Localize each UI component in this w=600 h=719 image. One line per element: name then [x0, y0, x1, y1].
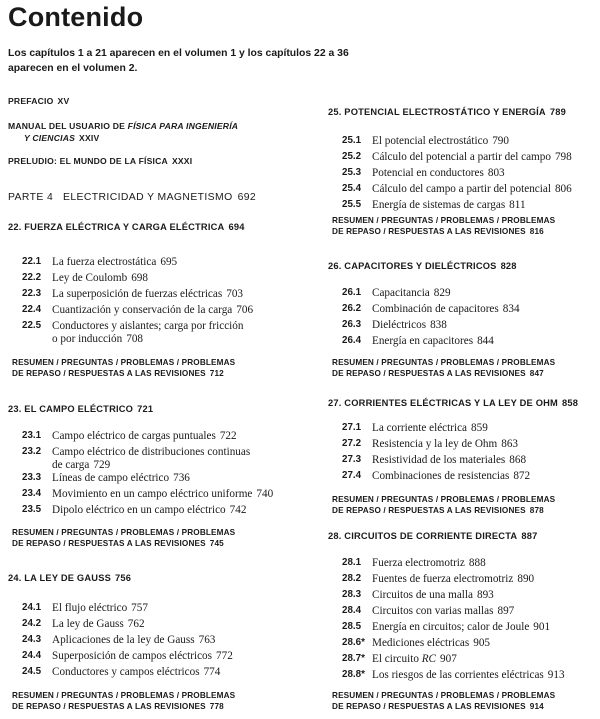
section-title: Líneas de campo eléctrico 736	[52, 472, 190, 484]
section-page: 806	[554, 183, 572, 195]
section-number: 27.2	[342, 438, 362, 449]
page-title: Contenido	[8, 2, 144, 32]
section-page: 844	[477, 335, 494, 347]
chapter-summary-entry[interactable]	[12, 527, 235, 549]
section-number: 24.4	[22, 650, 42, 661]
chapter-title: 23. EL CAMPO ELÉCTRICO	[8, 404, 134, 414]
section-page: 722	[219, 430, 237, 442]
chapter-title: 25. POTENCIAL ELECTROSTÁTICO Y ENERGÍA	[328, 107, 546, 117]
section-page: 736	[173, 472, 190, 484]
section-title: Combinación de capacitores 834	[372, 303, 520, 315]
chapter-heading[interactable]	[328, 107, 566, 117]
section-page: 742	[229, 504, 247, 516]
toc-prelude[interactable]	[8, 155, 192, 167]
section-page: 890	[517, 573, 535, 585]
manual-prefix: MANUAL DEL USUARIO DE	[8, 121, 128, 131]
section-entry[interactable]	[342, 453, 600, 466]
section-number: 26.1	[342, 287, 362, 298]
section-page: 905	[473, 637, 491, 649]
section-entry[interactable]	[342, 556, 600, 569]
part-label: PARTE 4 ELECTRICIDAD Y MAGNETISMO	[8, 192, 233, 203]
section-page: 762	[127, 618, 145, 630]
toc-manual[interactable]	[8, 120, 238, 144]
chapter-heading[interactable]	[328, 531, 537, 541]
section-entry[interactable]	[22, 633, 292, 646]
section-entry[interactable]	[342, 150, 600, 163]
section-number: 28.4	[342, 605, 362, 616]
part-page: 692	[237, 192, 257, 203]
section-number: 26.4	[342, 335, 362, 346]
section-page: 834	[502, 303, 520, 315]
chapter-page: 828	[500, 261, 517, 271]
chapter-heading[interactable]	[8, 573, 131, 583]
chapter-summary-entry[interactable]	[332, 215, 555, 237]
section-entry[interactable]	[342, 620, 600, 633]
section-entry[interactable]	[342, 286, 600, 299]
summary-line: DE REPASO / RESPUESTAS A LAS REVISIONES 712	[12, 369, 224, 378]
section-page: 888	[468, 557, 486, 569]
chapter-heading[interactable]	[328, 261, 517, 271]
section-page: 872	[513, 470, 531, 482]
summary-line: DE REPASO / RESPUESTAS A LAS REVISIONES 745	[12, 539, 224, 548]
section-number: 22.1	[22, 256, 42, 267]
chapter-summary-entry[interactable]	[12, 357, 235, 379]
section-entry[interactable]	[22, 487, 292, 500]
section-page: 907	[440, 653, 457, 665]
section-number: 25.2	[342, 151, 362, 162]
section-title: Potencial en conductores 803	[372, 167, 505, 179]
section-title: Conductores y aislantes; carga por fricción o por inducción 708	[52, 320, 244, 345]
section-number: 22.4	[22, 304, 42, 315]
section-title: Movimiento en un campo eléctrico uniforme 740	[52, 488, 274, 500]
summary-line: RESUMEN / PREGUNTAS / PROBLEMAS / PROBLEMAS	[332, 216, 556, 225]
section-entry[interactable]	[342, 302, 600, 315]
section-number: 22.3	[22, 288, 42, 299]
section-title: Capacitancia 829	[372, 287, 451, 299]
section-page: 740	[256, 488, 274, 500]
chapter-summary-entry[interactable]	[12, 690, 235, 712]
section-title: El circuito RC 907	[372, 653, 457, 665]
chapter-summary-entry[interactable]	[332, 494, 555, 516]
section-page: 695	[160, 256, 178, 268]
section-entry[interactable]	[22, 429, 292, 442]
section-page: 868	[509, 454, 527, 466]
section-page: 703	[226, 288, 243, 300]
section-number: 27.1	[342, 422, 362, 433]
section-title: Los riesgos de las corrientes eléctricas 913	[372, 669, 565, 681]
section-page: 706	[236, 304, 254, 316]
section-entry[interactable]	[22, 287, 292, 300]
summary-line: RESUMEN / PREGUNTAS / PROBLEMAS / PROBLEMAS	[12, 691, 236, 700]
section-title: El potencial electrostático 790	[372, 135, 509, 147]
prelude-page: XXXI	[171, 156, 193, 166]
manual-title-line2: Y CIENCIAS	[24, 133, 76, 143]
section-title: Fuentes de fuerza electromotriz 890	[372, 573, 535, 585]
section-entry[interactable]	[22, 503, 292, 516]
section-page: 811	[509, 199, 526, 211]
chapter-summary-entry[interactable]	[332, 690, 555, 712]
section-entry[interactable]	[342, 421, 600, 434]
section-number: 25.3	[342, 167, 362, 178]
chapter-summary-entry[interactable]	[332, 357, 555, 379]
summary-page: 914	[529, 702, 544, 711]
section-title: Aplicaciones de la ley de Gauss 763	[52, 634, 216, 646]
section-title: Cuantización y conservación de la carga 706	[52, 304, 254, 316]
section-title: La superposición de fuerzas eléctricas 703	[52, 288, 243, 300]
section-title: Resistividad de los materiales 868	[372, 454, 527, 466]
summary-page: 778	[209, 702, 224, 711]
section-page: 698	[131, 272, 148, 284]
section-page: 803	[487, 167, 505, 179]
prelude-label: PRELUDIO: EL MUNDO DE LA FÍSICA	[8, 156, 168, 166]
section-title: Conductores y campos eléctricos 774	[52, 666, 221, 678]
section-entry[interactable]	[342, 334, 600, 347]
section-entry[interactable]	[342, 604, 600, 617]
section-page: 729	[93, 459, 111, 471]
summary-page: 712	[209, 369, 224, 378]
section-page: 757	[131, 602, 148, 614]
section-title: La corriente eléctrica 859	[372, 422, 488, 434]
section-number: 22.2	[22, 272, 42, 283]
section-title: Superposición de campos eléctricos 772	[52, 650, 233, 662]
section-entry[interactable]	[22, 617, 292, 630]
section-title: Fuerza electromotriz 888	[372, 557, 486, 569]
section-number: 23.1	[22, 430, 42, 441]
section-number: 28.8*	[342, 669, 365, 680]
section-title: Ley de Coulomb 698	[52, 272, 148, 284]
section-title: El flujo eléctrico 757	[52, 602, 148, 614]
summary-page: 878	[529, 506, 544, 515]
section-number: 27.3	[342, 454, 362, 465]
section-title: Circuitos de una malla 893	[372, 589, 494, 601]
summary-line: RESUMEN / PREGUNTAS / PROBLEMAS / PROBLEMAS	[12, 528, 236, 537]
chapter-heading[interactable]	[8, 222, 245, 232]
section-number: 23.2	[22, 446, 42, 457]
section-title: Combinaciones de resistencias 872	[372, 470, 531, 482]
section-entry[interactable]	[342, 469, 600, 482]
section-number: 24.5	[22, 666, 42, 677]
section-page: 798	[554, 151, 572, 163]
preface-label: PREFACIO	[8, 96, 54, 106]
section-number: 28.7*	[342, 653, 365, 664]
section-page: 913	[547, 669, 565, 681]
summary-line: DE REPASO / RESPUESTAS A LAS REVISIONES 847	[332, 369, 544, 378]
chapter-page: 858	[562, 398, 579, 408]
section-number: 28.2	[342, 573, 362, 584]
chapter-title: 26. CAPACITORES Y DIELÉCTRICOS	[328, 261, 497, 271]
section-entry[interactable]	[22, 665, 292, 678]
chapter-page: 789	[549, 107, 566, 117]
section-number: 24.2	[22, 618, 42, 629]
section-number: 25.1	[342, 135, 362, 146]
section-page: 790	[492, 135, 509, 147]
summary-line: DE REPASO / RESPUESTAS A LAS REVISIONES 778	[12, 702, 224, 711]
summary-line: RESUMEN / PREGUNTAS / PROBLEMAS / PROBLEMAS	[12, 358, 236, 367]
section-number: 25.5	[342, 199, 362, 210]
section-page: 829	[433, 287, 451, 299]
section-number: 23.3	[22, 472, 42, 483]
section-page: 897	[497, 605, 515, 617]
section-title: Cálculo del campo a partir del potencial 806	[372, 183, 572, 195]
section-number: 26.2	[342, 303, 362, 314]
section-entry[interactable]	[342, 588, 600, 601]
section-page: 859	[471, 422, 488, 434]
chapter-page: 756	[115, 573, 132, 583]
toc-preface[interactable]	[8, 95, 69, 107]
section-entry[interactable]	[22, 319, 292, 345]
chapter-title: 22. FUERZA ELÉCTRICA Y CARGA ELÉCTRICA	[8, 222, 225, 232]
section-title: Energía de sistemas de cargas 811	[372, 199, 526, 211]
section-title: Campo eléctrico de cargas puntuales 722	[52, 430, 237, 442]
summary-line: RESUMEN / PREGUNTAS / PROBLEMAS / PROBLEMAS	[332, 358, 556, 367]
section-title: Dieléctricos 838	[372, 319, 447, 331]
section-page: 772	[216, 650, 233, 662]
section-entry[interactable]	[342, 182, 600, 195]
section-page: 774	[203, 666, 221, 678]
section-entry[interactable]	[22, 471, 292, 484]
section-page: 893	[476, 589, 494, 601]
section-title: Campo eléctrico de distribuciones continuas de carga 729	[52, 446, 251, 471]
summary-page: 816	[529, 227, 544, 236]
section-title: La ley de Gauss 762	[52, 618, 145, 630]
preface-page: XV	[57, 96, 70, 106]
section-page: 863	[501, 438, 518, 450]
section-number: 22.5	[22, 320, 42, 331]
section-number: 27.4	[342, 470, 362, 481]
summary-line: DE REPASO / RESPUESTAS A LAS REVISIONES 914	[332, 702, 544, 711]
section-entry[interactable]	[342, 166, 600, 179]
section-entry[interactable]	[342, 437, 600, 450]
section-entry[interactable]	[22, 601, 292, 614]
section-entry[interactable]	[342, 198, 600, 211]
manual-title-line1: FÍSICA PARA INGENIERÍA	[127, 121, 239, 131]
section-number: 28.5	[342, 621, 362, 632]
toc-part-4[interactable]	[8, 192, 256, 203]
summary-line: RESUMEN / PREGUNTAS / PROBLEMAS / PROBLEMAS	[332, 691, 556, 700]
section-entry[interactable]	[22, 271, 292, 284]
section-title: La fuerza electrostática 695	[52, 256, 178, 268]
chapter-page: 694	[228, 222, 245, 232]
chapter-page: 887	[521, 531, 538, 541]
section-number: 23.5	[22, 504, 42, 515]
section-entry[interactable]	[342, 636, 600, 649]
chapter-heading[interactable]	[328, 398, 578, 408]
section-title: Energía en capacitores 844	[372, 335, 494, 347]
section-entry[interactable]	[342, 668, 600, 681]
section-number: 28.6*	[342, 637, 365, 648]
volume-note: Los capítulos 1 a 21 aparecen en el volumen 1 y los capítulos 22 a 36 aparecen en el volumen 2.	[8, 48, 349, 74]
chapter-heading[interactable]	[8, 404, 153, 414]
section-number: 26.3	[342, 319, 362, 330]
section-entry[interactable]	[342, 652, 600, 665]
section-title: Mediciones eléctricas 905	[372, 637, 491, 649]
section-title: Dipolo eléctrico en un campo eléctrico 742	[52, 504, 247, 516]
section-entry[interactable]	[342, 134, 600, 147]
section-number: 24.1	[22, 602, 42, 613]
section-page: 708	[126, 333, 143, 345]
section-entry[interactable]	[22, 255, 292, 268]
summary-line: RESUMEN / PREGUNTAS / PROBLEMAS / PROBLEMAS	[332, 495, 556, 504]
section-number: 28.1	[342, 557, 362, 568]
section-page: 901	[533, 621, 551, 633]
section-number: 24.3	[22, 634, 42, 645]
chapter-title: 28. CIRCUITOS DE CORRIENTE DIRECTA	[328, 531, 518, 541]
chapter-page: 721	[137, 404, 154, 414]
section-entry[interactable]	[22, 303, 292, 316]
summary-page: 745	[209, 539, 224, 548]
section-number: 25.4	[342, 183, 362, 194]
manual-page: XXIV	[79, 133, 100, 143]
section-title: Resistencia y la ley de Ohm 863	[372, 438, 518, 450]
chapter-title: 24. LA LEY DE GAUSS	[8, 573, 111, 583]
summary-line: DE REPASO / RESPUESTAS A LAS REVISIONES 816	[332, 227, 544, 236]
section-entry[interactable]	[342, 318, 600, 331]
summary-line: DE REPASO / RESPUESTAS A LAS REVISIONES 878	[332, 506, 544, 515]
section-number: 28.3	[342, 589, 362, 600]
section-title: Cálculo del potencial a partir del campo 798	[372, 151, 572, 163]
section-title: Energía en circuitos; calor de Joule 901	[372, 621, 551, 633]
section-number: 23.4	[22, 488, 42, 499]
section-page: 838	[430, 319, 447, 331]
summary-page: 847	[529, 369, 544, 378]
section-title: Circuitos con varias mallas 897	[372, 605, 515, 617]
section-page: 763	[198, 634, 216, 646]
section-entry[interactable]	[22, 649, 292, 662]
section-entry[interactable]	[342, 572, 600, 585]
chapter-title: 27. CORRIENTES ELÉCTRICAS Y LA LEY DE OHM	[328, 398, 558, 408]
section-entry[interactable]	[22, 445, 292, 471]
